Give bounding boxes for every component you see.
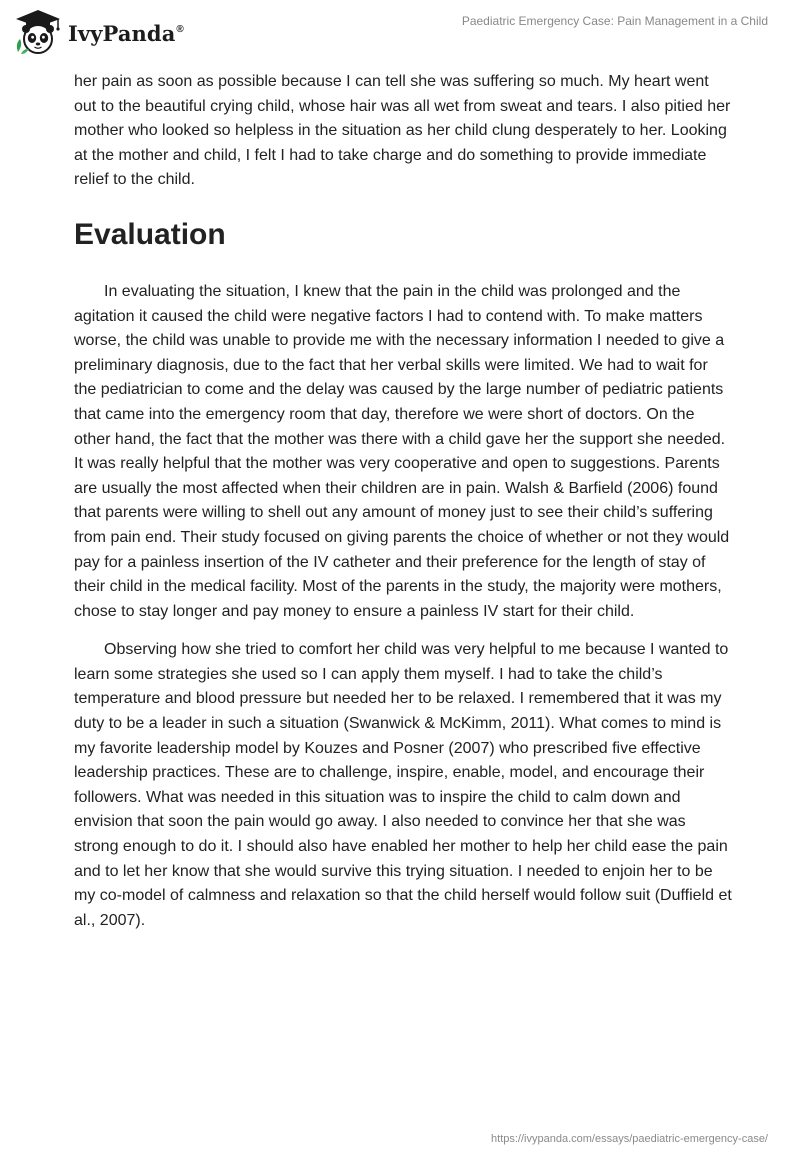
document-title: Paediatric Emergency Case: Pain Management in a Child [461,14,768,28]
panda-graduation-cap-icon [14,8,62,56]
section-heading: Evaluation [74,217,226,251]
body-paragraph-2: Observing how she tried to comfort her child was very helpful to me because I wanted to learn some strategies she used so I can apply them myself. I had to take the child’s temperature and blood pressure but needed her to be relaxed. I remembered that it was my duty to be a leader in such a situation (Swanwick & McKimm, 2011). What comes to mind is my favorite leadership model by Kouzes and Posner (2007) who prescribed five effective leadership practices. These are to challenge, inspire, enable, model, and encourage their followers. What was needed in this situation was to inspire the child to calm down and envision that soon the pain would go away. I also needed to convince her that she was strong enough to do it. I should also have enabled her mother to help her child ease the pain and to let her know that she would survive this trying situation. I needed to enjoin her to be my co-model of calmness and relaxation so that the child herself would follow suit (Duffield et al., 2007). [74,641,732,929]
source-url-link[interactable]: https://ivypanda.com/essays/paediatric-emergency-case/ [491,1133,768,1145]
article-body [74,70,734,933]
body-paragraph-1: In evaluating the situation, I knew that the pain in the child was prolonged and the agitation it caused the child were negative factors I had to contend with. To make matters worse, the child was unable to provide me with the necessary information I needed to give a preliminary diagnosis, due to the fact that her verbal skills were limited. We had to wait for the pediatrician to come and the delay was caused by the large number of pediatric patients that came into the emergency room that day, therefore we were short of doctors. On the other hand, the fact that the mother was there with a child gave her the support she needed. It was really helpful that the mother was very cooperative and open to suggestions. Parents are usually the most affected when their children are in pain. Walsh & Barfield (2006) found that parents were willing to shell out any amount of money just to see their child’s suffering from pain end. Their study focused on giving parents the choice of whether or not they would pay for a painless insertion of the IV catheter and their preference for the length of stay of their child in the medical facility. Most of the parents in the study, the majority were mothers, chose to stay longer and pay money to ensure a painless IV start for their child. [74,282,730,620]
brand-logo[interactable] [14,8,184,56]
page-header [0,0,800,64]
intro-paragraph: her pain as soon as possible because I can tell she was suffering so much. My heart went out to the beautiful crying child, whose hair was all wet from sweat and tears. I also pitied her mother who looked so helpless in the situation as her child clung desperately to her. Looking at the mother and child, I felt I had to take charge and do something to provide immediate relief to the child. [74,73,731,189]
registered-mark: ® [176,23,184,35]
brand-name: IvyPanda® [68,20,184,46]
